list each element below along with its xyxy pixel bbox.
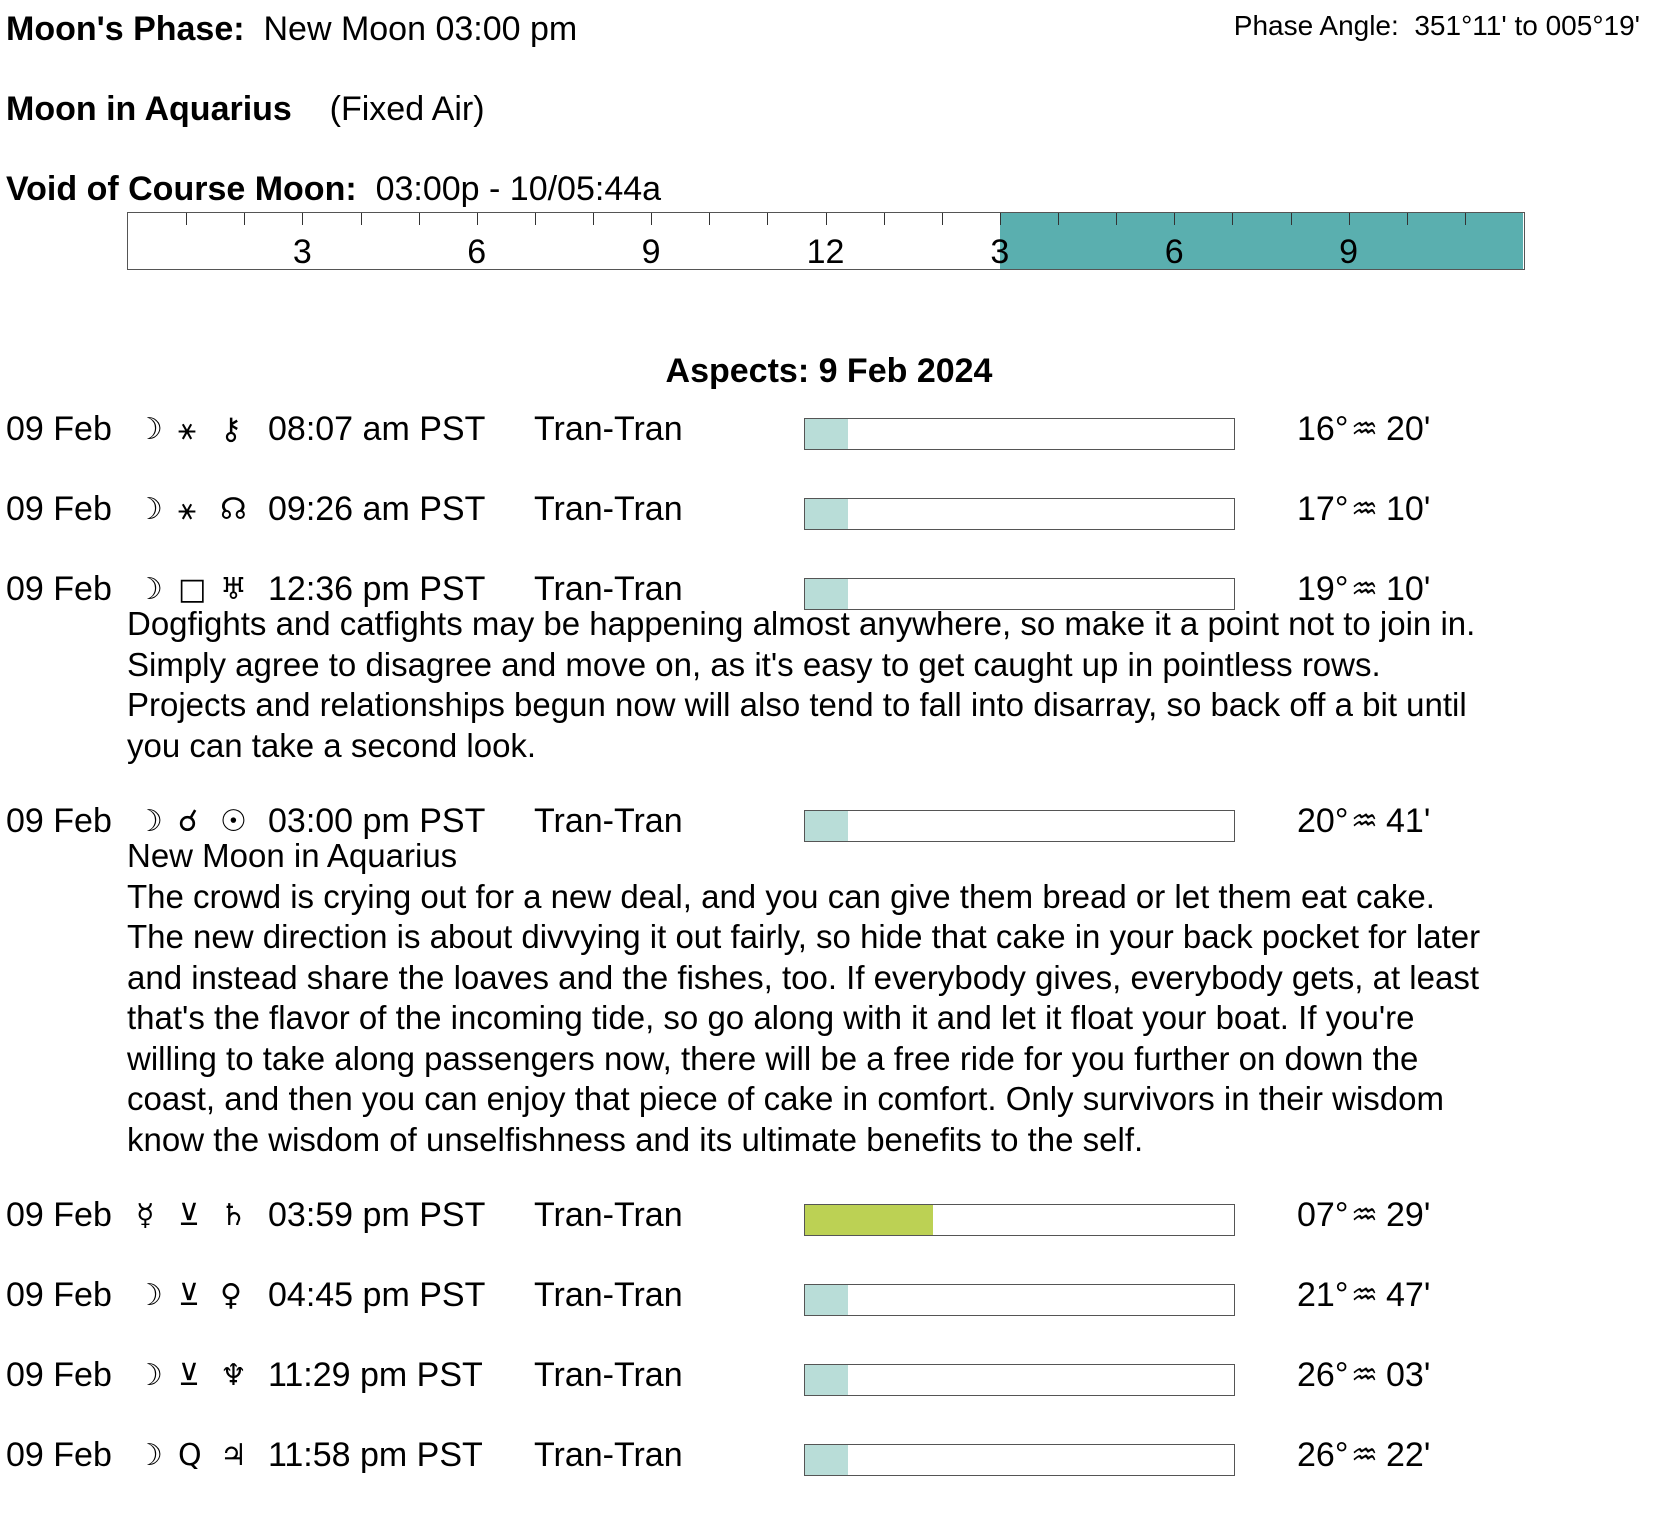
aspect-time: 11:29 pm PST: [268, 1356, 483, 1394]
aspect-strength-fill: [805, 1365, 848, 1395]
moon-sign-quality: (Fixed Air): [329, 90, 485, 128]
aspect-strength-fill: [805, 499, 848, 529]
timeline-tick: [942, 213, 943, 225]
moon-phase-line: [6, 10, 577, 49]
aspect-glyph: ⚹: [178, 492, 196, 527]
aspect-sign-glyph: ♒: [1351, 1198, 1378, 1233]
timeline-tick: [186, 213, 187, 225]
voc-value: 03:00p - 10/05:44a: [375, 170, 662, 208]
aspect-description-line: The new direction is about divvying it out fairly, so hide that cake in your back pocket for later: [127, 918, 1481, 955]
aspect-strength-bar: [804, 1444, 1235, 1476]
aspect-time: 12:36 pm PST: [268, 570, 486, 608]
aspect-time: 03:00 pm PST: [268, 802, 486, 840]
planet-glyph-2: ♀: [220, 1278, 242, 1313]
aspect-type: Tran-Tran: [534, 1196, 683, 1234]
timeline-tick: [884, 213, 885, 225]
timeline-hour-label: 9: [641, 233, 661, 271]
aspect-degree: 26°: [1297, 1436, 1349, 1474]
phase-angle-value: 351°11' to 005°19': [1414, 10, 1640, 41]
aspect-time: 04:45 pm PST: [268, 1276, 486, 1314]
aspect-date: 09 Feb: [6, 410, 112, 448]
timeline-tick: [826, 213, 827, 225]
aspect-degree: 26°: [1297, 1356, 1349, 1394]
phase-angle: [1234, 10, 1640, 42]
planet-glyph-1: ☽: [136, 572, 163, 607]
planet-glyph-2: ⚷: [220, 412, 242, 447]
aspect-type: Tran-Tran: [534, 1276, 683, 1314]
timeline-tick: [1174, 213, 1175, 225]
aspect-description-line: Projects and relationships begun now will also tend to fall into disarray, so back off a bit until: [127, 686, 1467, 723]
aspect-glyph: Q: [178, 1438, 202, 1473]
aspect-description-line: coast, and then you can enjoy that piece of cake in comfort. Only survivors in their wisdom: [127, 1080, 1444, 1117]
aspect-glyph: ☌: [178, 804, 199, 839]
aspect-strength-fill: [805, 1205, 933, 1235]
planet-glyph-2: ♆: [220, 1358, 247, 1393]
voc-fill: [1000, 213, 1523, 269]
planet-glyph-1: ☽: [136, 492, 163, 527]
aspect-time: 11:58 pm PST: [268, 1436, 483, 1474]
aspects-title: Aspects: 9 Feb 2024: [665, 352, 993, 390]
timeline-tick: [244, 213, 245, 225]
aspect-degree: 16°: [1297, 410, 1349, 448]
timeline-tick: [1291, 213, 1292, 225]
planet-glyph-1: ☽: [136, 804, 163, 839]
aspect-type: Tran-Tran: [534, 1436, 683, 1474]
aspect-minutes: 03': [1386, 1356, 1431, 1394]
aspect-description-line: and instead share the loaves and the fishes, too. If everybody gives, everybody gets, at least: [127, 958, 1479, 996]
void-of-course-timeline: [127, 212, 1525, 270]
planet-glyph-2: ♃: [220, 1438, 247, 1473]
aspect-date: 09 Feb: [6, 1276, 112, 1314]
aspect-sign-glyph: ♒: [1351, 804, 1378, 839]
timeline-tick: [1465, 213, 1466, 225]
aspect-glyph: ⊻: [178, 1278, 200, 1313]
aspect-glyph: ⊻: [178, 1198, 200, 1233]
aspect-strength-bar: [804, 498, 1235, 530]
aspect-type: Tran-Tran: [534, 570, 683, 608]
aspect-description-line: willing to take along passengers now, there will be a free ride for you further on down the: [127, 1039, 1419, 1077]
planet-glyph-1: ☽: [136, 1278, 163, 1313]
aspect-date: 09 Feb: [6, 1196, 112, 1234]
aspect-date: 09 Feb: [6, 490, 112, 528]
aspect-description-line: The crowd is crying out for a new deal, and you can give them bread or let them eat cake.: [127, 877, 1435, 915]
aspect-description-line: you can take a second look.: [127, 726, 537, 764]
aspect-type: Tran-Tran: [534, 490, 683, 528]
moon-phase-label: Moon's Phase:: [6, 10, 245, 48]
aspect-strength-fill: [805, 419, 848, 449]
aspect-strength-bar: [804, 1284, 1235, 1316]
moon-phase-value: New Moon 03:00 pm: [263, 10, 578, 48]
timeline-tick: [1000, 213, 1001, 225]
aspect-strength-fill: [805, 1285, 848, 1315]
timeline-hour-label: 6: [467, 233, 487, 271]
timeline-hour-label: 3: [990, 233, 1010, 271]
planet-glyph-1: ☿: [136, 1198, 155, 1233]
void-of-course-line: [6, 170, 661, 209]
timeline-tick: [477, 213, 478, 225]
timeline-tick: [419, 213, 420, 225]
aspect-minutes: 10': [1386, 490, 1431, 528]
aspect-sign-glyph: ♒: [1351, 412, 1378, 447]
aspect-strength-bar: [804, 418, 1235, 450]
aspect-type: Tran-Tran: [534, 410, 683, 448]
aspect-glyph: ⚹: [178, 412, 196, 447]
aspect-degree: 19°: [1297, 570, 1349, 608]
planet-glyph-2: ☊: [220, 492, 247, 527]
timeline-tick: [302, 213, 303, 225]
timeline-tick: [1058, 213, 1059, 225]
timeline-tick: [535, 213, 536, 225]
aspect-description: [127, 836, 1480, 1160]
planet-glyph-1: ☽: [136, 1358, 163, 1393]
aspect-description-line: Simply agree to disagree and move on, as it's easy to get caught up in pointless rows.: [127, 645, 1381, 683]
timeline-tick: [593, 213, 594, 225]
aspect-minutes: 47': [1386, 1276, 1431, 1314]
aspect-date: 09 Feb: [6, 1436, 112, 1474]
timeline-tick: [767, 213, 768, 225]
aspect-degree: 21°: [1297, 1276, 1349, 1314]
aspect-date: 09 Feb: [6, 802, 112, 840]
timeline-hour-label: 9: [1339, 233, 1359, 271]
aspect-glyph: □: [178, 572, 207, 607]
aspect-description: [127, 604, 1475, 766]
aspect-sign-glyph: ♒: [1351, 572, 1378, 607]
aspect-sign-glyph: ♒: [1351, 1278, 1378, 1313]
aspect-strength-bar: [804, 1364, 1235, 1396]
aspect-minutes: 22': [1386, 1436, 1431, 1474]
timeline-tick: [1407, 213, 1408, 225]
aspect-time: 08:07 am PST: [268, 410, 486, 448]
aspect-description-line: Dogfights and catfights may be happening almost anywhere, so make it a point not to join in.: [127, 605, 1476, 642]
timeline-hour-label: 6: [1164, 233, 1184, 271]
aspect-minutes: 41': [1386, 802, 1431, 840]
voc-label: Void of Course Moon:: [6, 170, 357, 208]
timeline-tick: [709, 213, 710, 225]
timeline-hour-label: 3: [292, 233, 312, 271]
timeline-tick: [1232, 213, 1233, 225]
timeline-tick: [1349, 213, 1350, 225]
planet-glyph-1: ☽: [136, 1438, 163, 1473]
aspect-date: 09 Feb: [6, 1356, 112, 1394]
planet-glyph-2: ☉: [220, 804, 247, 839]
aspect-glyph: ⊻: [178, 1358, 200, 1393]
aspect-description-line: that's the flavor of the incoming tide, so go along with it and let it float your boat. If you're: [127, 999, 1415, 1036]
aspect-degree: 20°: [1297, 802, 1349, 840]
aspect-sign-glyph: ♒: [1351, 1438, 1378, 1473]
aspect-time: 03:59 pm PST: [268, 1196, 486, 1234]
aspect-degree: 17°: [1297, 490, 1349, 528]
moon-sign-line: [6, 90, 485, 129]
aspect-description-line: New Moon in Aquarius: [127, 837, 458, 874]
aspect-minutes: 29': [1386, 1196, 1431, 1234]
timeline-tick: [361, 213, 362, 225]
planet-glyph-1: ☽: [136, 412, 163, 447]
aspect-sign-glyph: ♒: [1351, 1358, 1378, 1393]
planet-glyph-2: ♅: [220, 572, 247, 607]
aspect-minutes: 20': [1386, 410, 1431, 448]
aspect-minutes: 10': [1386, 570, 1431, 608]
phase-angle-label: Phase Angle:: [1233, 10, 1399, 41]
aspect-strength-fill: [805, 1445, 848, 1475]
moon-sign-label: Moon in Aquarius: [6, 90, 292, 128]
aspect-type: Tran-Tran: [534, 802, 683, 840]
aspect-sign-glyph: ♒: [1351, 492, 1378, 527]
aspect-strength-bar: [804, 1204, 1235, 1236]
planet-glyph-2: ♄: [220, 1198, 247, 1233]
aspect-degree: 07°: [1297, 1196, 1349, 1234]
aspect-date: 09 Feb: [6, 570, 112, 608]
aspect-type: Tran-Tran: [534, 1356, 683, 1394]
timeline-hour-label: 12: [806, 233, 845, 271]
aspect-time: 09:26 am PST: [268, 490, 486, 528]
timeline-tick: [651, 213, 652, 225]
aspect-description-line: know the wisdom of unselfishness and its ultimate benefits to the self.: [127, 1120, 1144, 1158]
timeline-tick: [1116, 213, 1117, 225]
